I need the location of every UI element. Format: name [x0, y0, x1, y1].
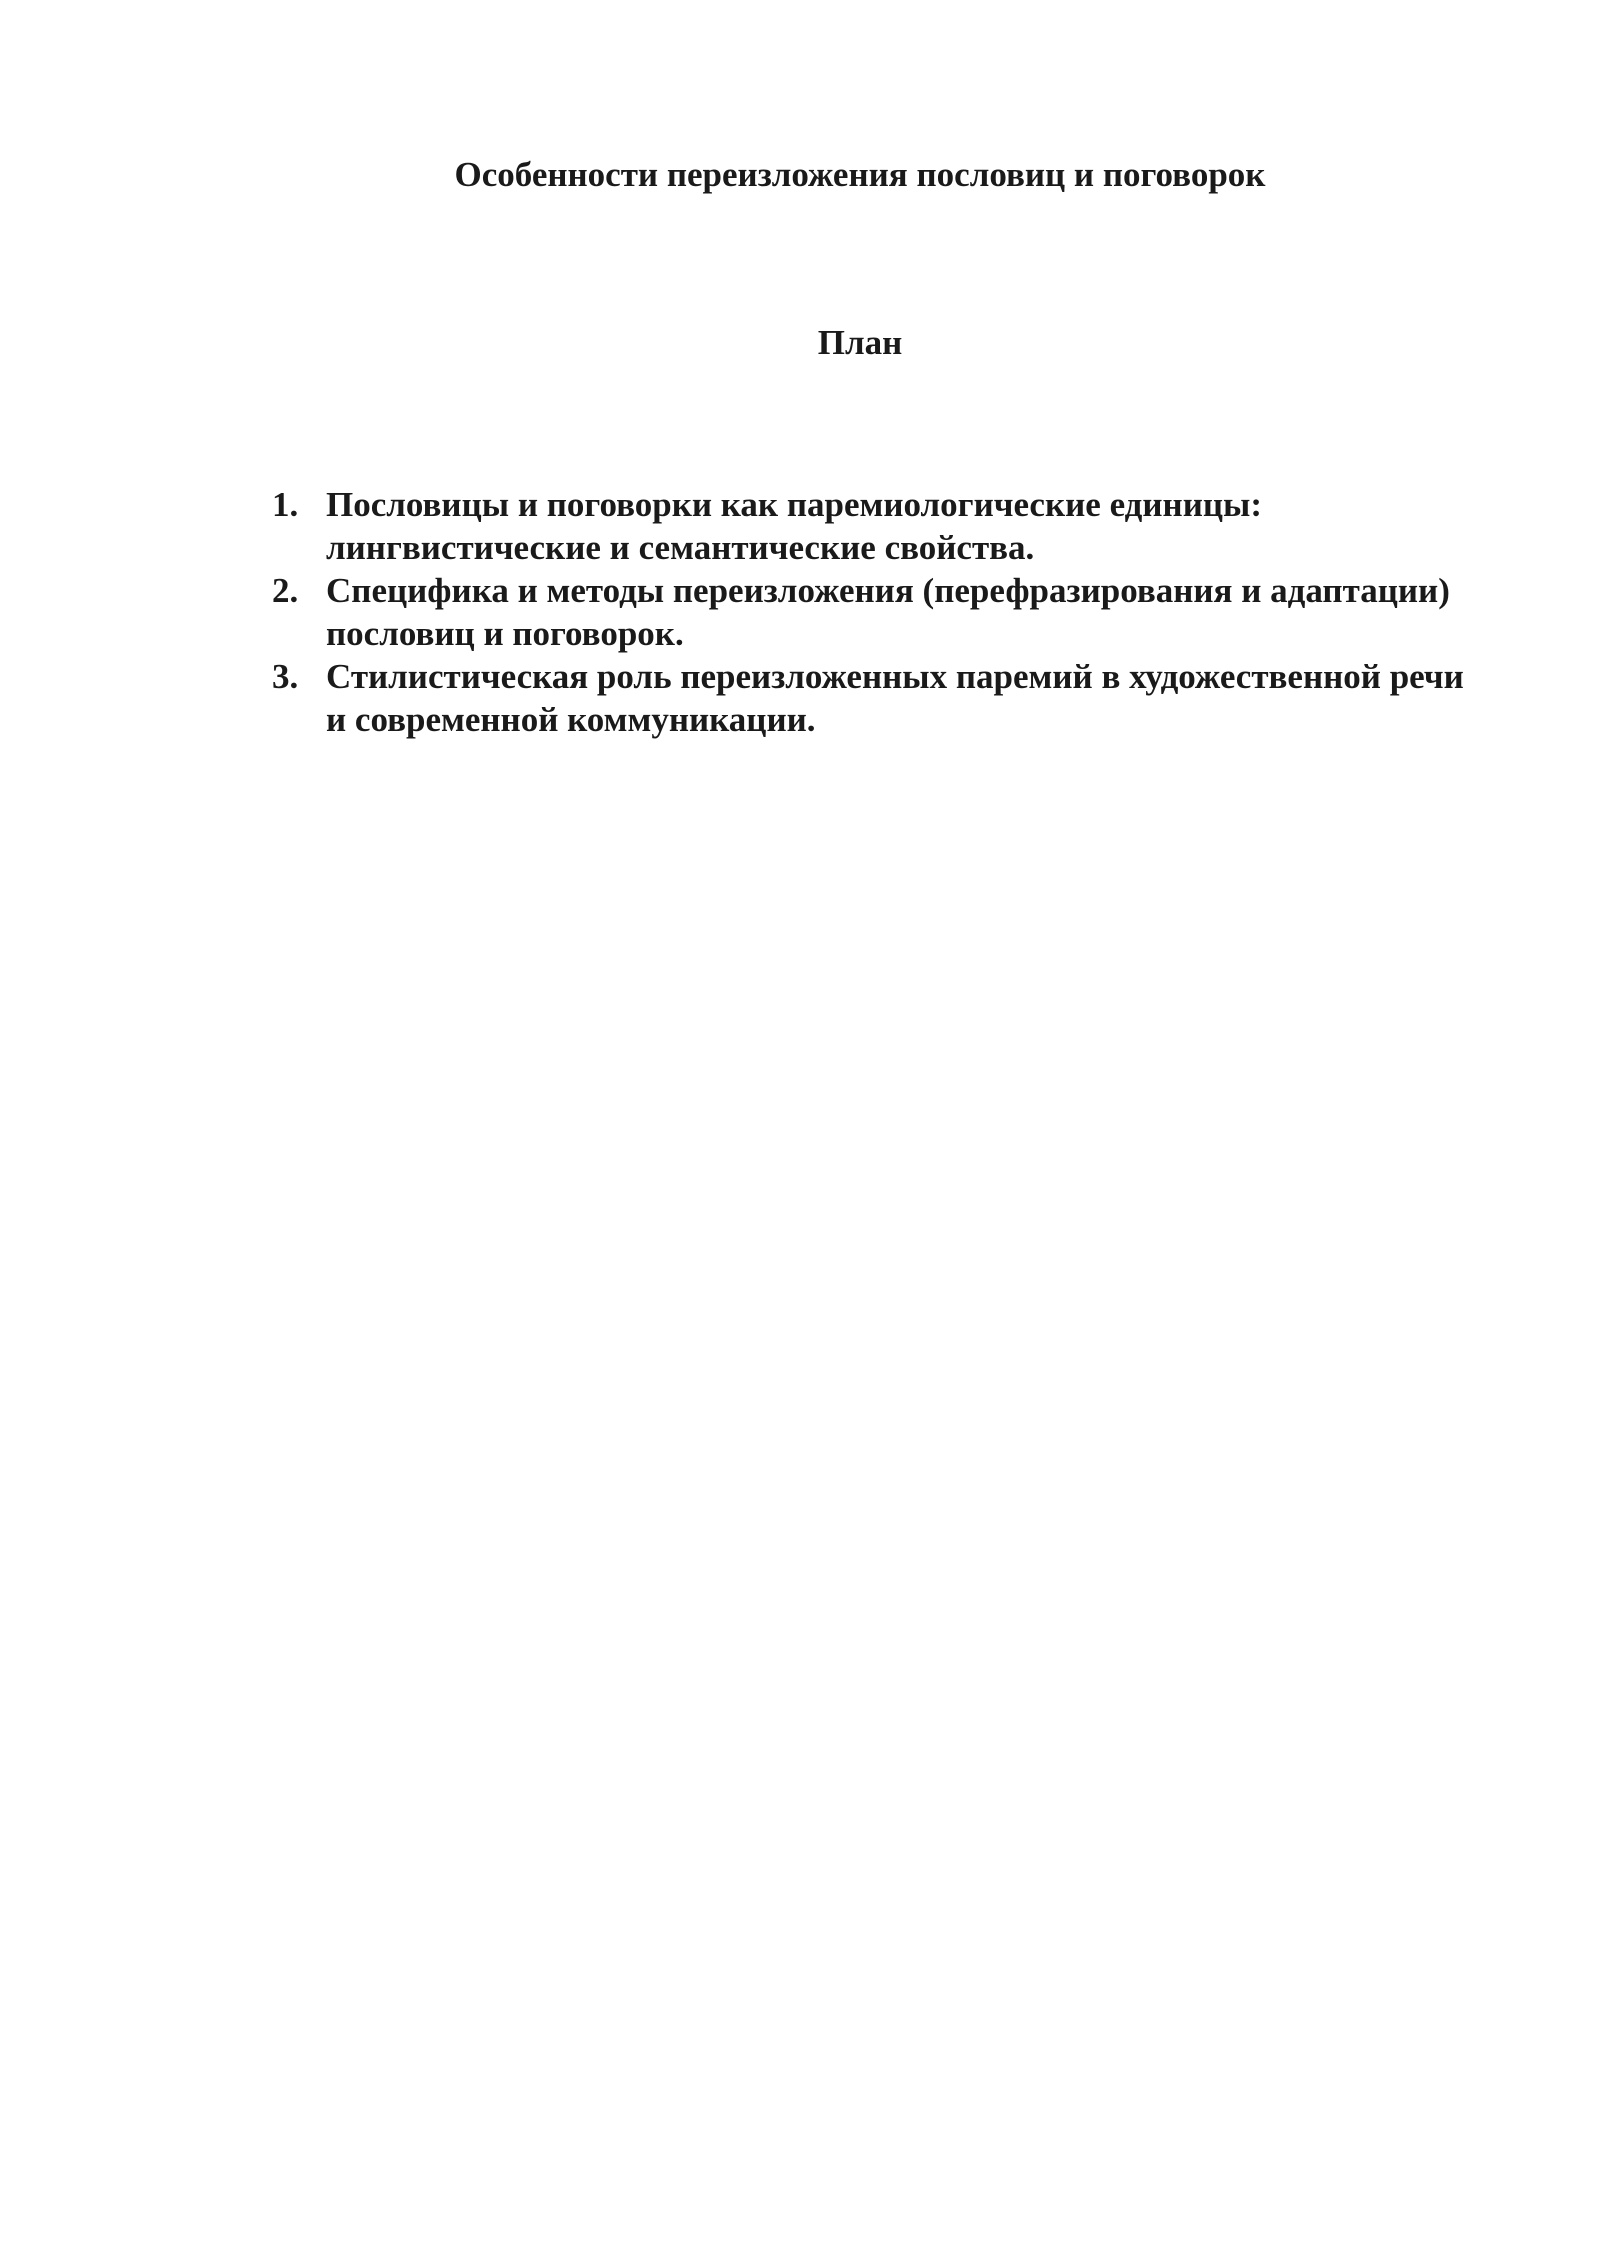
plan-list [272, 483, 1492, 741]
plan-item-2 [272, 569, 1492, 655]
plan-item-text: Стилистическая роль переизложенных паремий в художественной речи и современной коммуникации. [326, 657, 1464, 739]
plan-item-number: 2. [272, 571, 299, 610]
document-title: Особенности переизложения пословиц и поговорок [454, 155, 1266, 194]
plan-item-text: Специфика и методы переизложения (перефразирования и адаптации) пословиц и поговорок. [326, 571, 1450, 653]
plan-item-text: Пословицы и поговорки как паремиологические единицы: лингвистические и семантические свойства. [326, 485, 1263, 567]
plan-heading: План [817, 323, 903, 362]
plan-item-number: 1. [272, 485, 299, 524]
plan-item-1 [272, 483, 1492, 569]
plan-item-3 [272, 655, 1492, 741]
plan-item-number: 3. [272, 657, 299, 696]
